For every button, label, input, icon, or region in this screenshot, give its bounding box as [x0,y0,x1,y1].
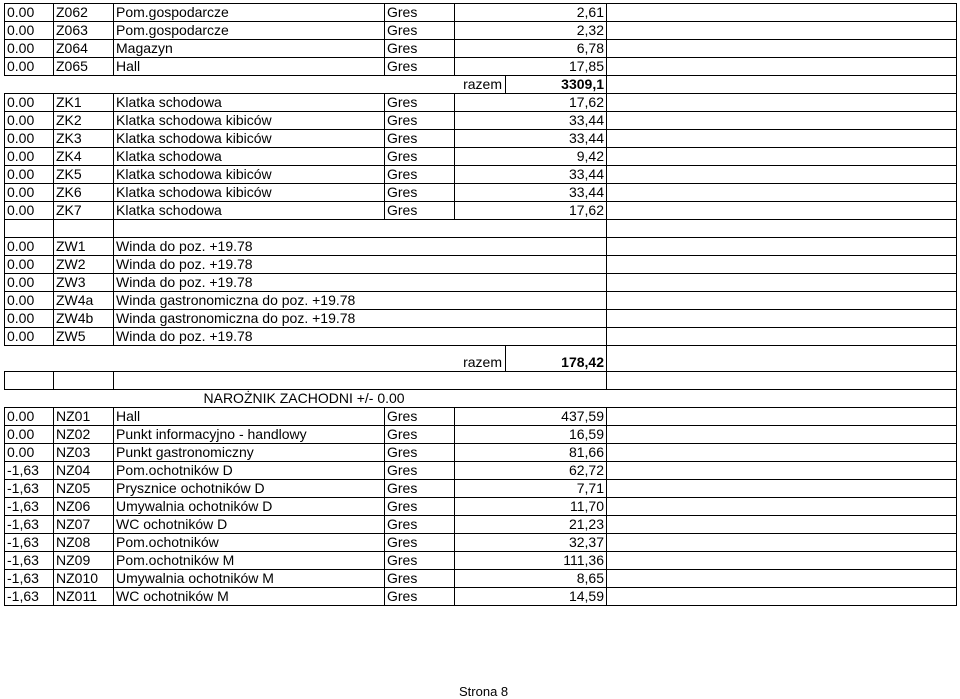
material-cell: Gres [385,112,455,130]
table-row [5,444,957,462]
material-cell: Gres [385,22,455,40]
room-code-cell: Z064 [54,40,114,58]
empty-cell [607,184,957,202]
empty-cell [607,256,957,274]
area-cell: 62,72 [455,462,607,480]
empty-cell [607,346,957,372]
table-row [5,480,957,498]
material-cell: Gres [385,4,455,22]
empty-cell [607,274,957,292]
room-code-cell: NZ08 [54,534,114,552]
empty-cell [607,570,957,588]
material-cell: Gres [385,426,455,444]
material-cell: Gres [385,184,455,202]
level-cell: 0.00 [5,112,54,130]
table-row [5,184,957,202]
empty-cell [5,220,54,238]
room-code-cell: ZK3 [54,130,114,148]
area-cell: 17,62 [455,202,607,220]
table-row [5,292,957,310]
table-row [5,22,957,40]
area-cell: 111,36 [455,552,607,570]
section-heading: NAROŻNIK ZACHODNI +/- 0.00 [203,390,405,406]
material-cell: Gres [385,552,455,570]
room-code-cell: NZ010 [54,570,114,588]
material-cell: Gres [385,480,455,498]
total-value: 178,42 [506,346,607,372]
room-name-cell: Klatka schodowa kibiców [114,112,385,130]
level-cell: 0.00 [5,184,54,202]
empty-cell [607,328,957,346]
level-cell: -1,63 [5,588,54,606]
room-name-cell: Klatka schodowa [114,148,385,166]
room-finish-table [4,3,957,606]
total-row [5,346,957,372]
level-cell: -1,63 [5,516,54,534]
room-name-cell: Winda do poz. +19.78 [114,238,607,256]
room-code-cell: ZK2 [54,112,114,130]
area-cell: 32,37 [455,534,607,552]
empty-cell [607,94,957,112]
table-row [5,462,957,480]
level-cell: 0.00 [5,292,54,310]
level-cell: 0.00 [5,4,54,22]
level-cell: 0.00 [5,274,54,292]
room-name-cell: Klatka schodowa kibiców [114,130,385,148]
level-cell: 0.00 [5,310,54,328]
room-code-cell: ZK5 [54,166,114,184]
empty-cell [607,516,957,534]
empty-cell [607,480,957,498]
empty-cell [54,372,114,390]
spacer-row [5,372,957,390]
empty-cell [607,220,957,238]
empty-cell [607,310,957,328]
room-name-cell: Klatka schodowa kibiców [114,184,385,202]
material-cell: Gres [385,588,455,606]
table-row [5,238,957,256]
level-cell: 0.00 [5,130,54,148]
room-code-cell: ZW1 [54,238,114,256]
table-row [5,408,957,426]
level-cell: 0.00 [5,58,54,76]
material-cell: Gres [385,534,455,552]
area-cell: 9,42 [455,148,607,166]
area-cell: 81,66 [455,444,607,462]
material-cell: Gres [385,148,455,166]
empty-cell [607,148,957,166]
room-code-cell: ZK1 [54,94,114,112]
empty-cell [5,346,385,372]
material-cell: Gres [385,94,455,112]
area-cell: 16,59 [455,426,607,444]
empty-cell [607,588,957,606]
level-cell: -1,63 [5,480,54,498]
empty-cell [607,426,957,444]
table-row [5,426,957,444]
room-code-cell: ZK4 [54,148,114,166]
room-name-cell: Hall [114,408,385,426]
empty-cell [607,372,957,390]
level-cell: -1,63 [5,462,54,480]
room-name-cell: Pom.ochotników [114,534,385,552]
table-row [5,4,957,22]
room-name-cell: WC ochotników D [114,516,385,534]
empty-cell [607,238,957,256]
table-row [5,498,957,516]
table-row [5,534,957,552]
level-cell: 0.00 [5,94,54,112]
empty-cell [114,372,607,390]
area-cell: 8,65 [455,570,607,588]
room-code-cell: NZ011 [54,588,114,606]
room-code-cell: NZ05 [54,480,114,498]
empty-cell [607,4,957,22]
material-cell: Gres [385,58,455,76]
empty-cell [5,76,385,94]
area-cell: 437,59 [455,408,607,426]
room-name-cell: Pom.ochotników D [114,462,385,480]
table-row [5,130,957,148]
area-cell: 2,32 [455,22,607,40]
room-code-cell: ZW2 [54,256,114,274]
area-cell: 33,44 [455,130,607,148]
table-row [5,148,957,166]
level-cell: 0.00 [5,256,54,274]
room-code-cell: ZW4b [54,310,114,328]
level-cell: -1,63 [5,498,54,516]
empty-cell [607,552,957,570]
page-number: Strona 8 [459,684,509,699]
area-cell: 17,85 [455,58,607,76]
section-heading-row [5,390,957,408]
room-name-cell: Klatka schodowa [114,202,385,220]
table-row [5,256,957,274]
empty-cell [607,166,957,184]
total-label: razem [463,354,502,370]
room-name-cell: Pom.ochotników M [114,552,385,570]
table-row [5,166,957,184]
area-cell: 2,61 [455,4,607,22]
room-name-cell: Winda gastronomiczna do poz. +19.78 [114,292,607,310]
material-cell: Gres [385,130,455,148]
material-cell: Gres [385,202,455,220]
empty-cell [607,390,957,408]
room-name-cell: Winda do poz. +19.78 [114,274,607,292]
room-name-cell: Pom.gospodarcze [114,22,385,40]
area-cell: 17,62 [455,94,607,112]
level-cell: 0.00 [5,22,54,40]
empty-cell [607,130,957,148]
room-code-cell: NZ02 [54,426,114,444]
room-code-cell: NZ04 [54,462,114,480]
level-cell: 0.00 [5,40,54,58]
material-cell: Gres [385,444,455,462]
level-cell: 0.00 [5,328,54,346]
level-cell: 0.00 [5,202,54,220]
room-code-cell: ZW4a [54,292,114,310]
table-row [5,310,957,328]
room-name-cell: Magazyn [114,40,385,58]
room-code-cell: NZ01 [54,408,114,426]
room-code-cell: Z065 [54,58,114,76]
empty-cell [607,58,957,76]
spacer-row [5,220,957,238]
table-row [5,40,957,58]
material-cell: Gres [385,516,455,534]
area-cell: 33,44 [455,166,607,184]
table-row [5,202,957,220]
level-cell: 0.00 [5,148,54,166]
room-name-cell: Prysznice ochotników D [114,480,385,498]
total-row [5,76,957,94]
area-cell: 33,44 [455,184,607,202]
empty-cell [607,498,957,516]
level-cell: 0.00 [5,408,54,426]
table-row [5,58,957,76]
level-cell: 0.00 [5,166,54,184]
area-cell: 33,44 [455,112,607,130]
room-code-cell: NZ07 [54,516,114,534]
level-cell: 0.00 [5,426,54,444]
material-cell: Gres [385,462,455,480]
room-name-cell: Winda do poz. +19.78 [114,256,607,274]
material-cell: Gres [385,166,455,184]
empty-cell [607,292,957,310]
empty-cell [607,40,957,58]
room-name-cell: Winda do poz. +19.78 [114,328,607,346]
room-code-cell: ZK6 [54,184,114,202]
empty-cell [607,408,957,426]
room-name-cell: Umywalnia ochotników D [114,498,385,516]
room-code-cell: ZW5 [54,328,114,346]
table-row [5,94,957,112]
level-cell: 0.00 [5,238,54,256]
level-cell: 0.00 [5,444,54,462]
room-name-cell: WC ochotników M [114,588,385,606]
level-cell: -1,63 [5,570,54,588]
room-name-cell: Umywalnia ochotników M [114,570,385,588]
empty-cell [607,76,957,94]
area-cell: 7,71 [455,480,607,498]
total-value: 3309,1 [506,76,607,94]
empty-cell [5,390,114,408]
total-label: razem [463,76,502,92]
table-row [5,328,957,346]
table-row [5,588,957,606]
room-name-cell: Pom.gospodarcze [114,4,385,22]
material-cell: Gres [385,570,455,588]
area-cell: 11,70 [455,498,607,516]
table-row [5,112,957,130]
empty-cell [54,220,114,238]
room-name-cell: Punkt gastronomiczny [114,444,385,462]
level-cell: -1,63 [5,534,54,552]
room-name-cell: Hall [114,58,385,76]
room-name-cell: Punkt informacyjno - handlowy [114,426,385,444]
room-code-cell: Z062 [54,4,114,22]
empty-cell [5,372,54,390]
table-row [5,570,957,588]
room-code-cell: ZK7 [54,202,114,220]
empty-cell [607,112,957,130]
empty-cell [607,462,957,480]
table-row [5,552,957,570]
room-code-cell: ZW3 [54,274,114,292]
table-row [5,516,957,534]
table-row [5,274,957,292]
area-cell: 14,59 [455,588,607,606]
room-code-cell: NZ03 [54,444,114,462]
room-code-cell: Z063 [54,22,114,40]
level-cell: -1,63 [5,552,54,570]
material-cell: Gres [385,40,455,58]
material-cell: Gres [385,498,455,516]
room-code-cell: NZ09 [54,552,114,570]
material-cell: Gres [385,408,455,426]
area-cell: 6,78 [455,40,607,58]
room-name-cell: Winda gastronomiczna do poz. +19.78 [114,310,607,328]
room-name-cell: Klatka schodowa [114,94,385,112]
area-cell: 21,23 [455,516,607,534]
empty-cell [607,534,957,552]
empty-cell [607,22,957,40]
empty-cell [114,220,607,238]
room-name-cell: Klatka schodowa kibiców [114,166,385,184]
empty-cell [607,202,957,220]
empty-cell [607,444,957,462]
room-code-cell: NZ06 [54,498,114,516]
